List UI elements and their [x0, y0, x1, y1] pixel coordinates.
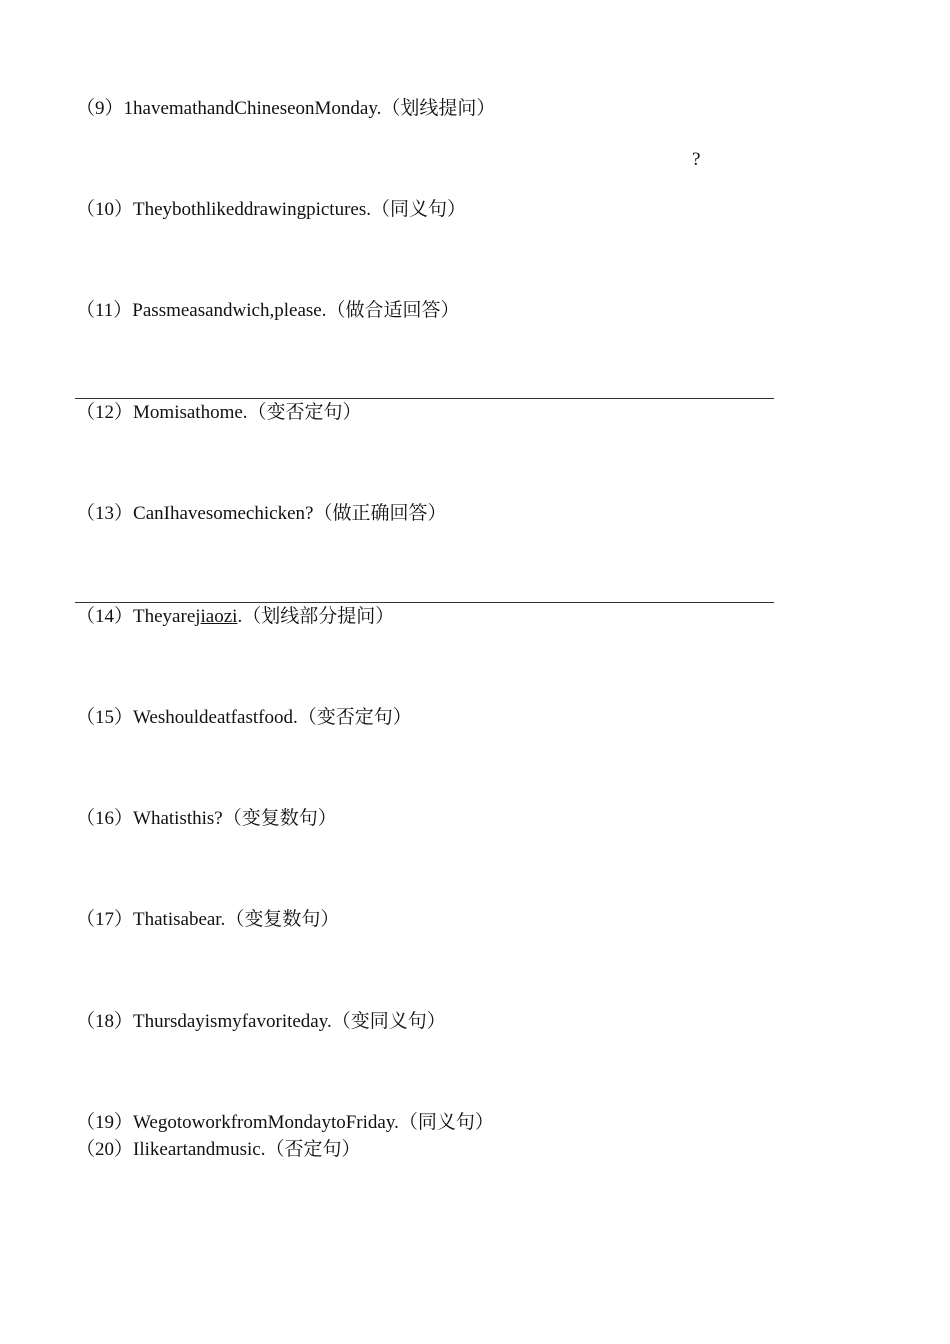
question-15 — [76, 706, 412, 730]
question-number: （11） — [76, 300, 133, 321]
question-11 — [76, 299, 459, 323]
question-text-suffix: . — [237, 606, 243, 627]
question-text: Thursdayismyfavoriteday. — [133, 1011, 332, 1032]
question-hint: （划线提问） — [381, 98, 496, 119]
question-text: CanIhavesomechicken? — [133, 503, 314, 524]
question-text: Whatisthis? — [133, 808, 223, 829]
underlined-word: jiaozi — [195, 606, 238, 627]
question-12 — [76, 401, 362, 425]
question-number: （9） — [76, 98, 124, 119]
question-text: Thatisabear. — [133, 909, 226, 930]
question-hint: （做合适回答） — [326, 300, 460, 321]
question-text: Theybothlikeddrawingpictures. — [133, 199, 371, 220]
question-hint: （否定句） — [265, 1139, 361, 1160]
answer-line — [75, 602, 774, 603]
question-hint: （变复数句） — [222, 808, 337, 829]
question-hint: （变复数句） — [225, 909, 340, 930]
question-text: WegotoworkfromMondaytoFriday. — [133, 1112, 399, 1133]
question-16 — [76, 807, 337, 831]
question-number: （20） — [76, 1139, 134, 1160]
question-number: （19） — [76, 1112, 134, 1133]
question-text: Passmeasandwich,please. — [132, 300, 327, 321]
question-20 — [76, 1138, 360, 1162]
question-text-prefix: Theyare — [133, 606, 196, 627]
question-18 — [76, 1010, 446, 1034]
question-number: （16） — [76, 808, 134, 829]
question-number: （14） — [76, 606, 134, 627]
question-text: 1havemathandChineseonMonday. — [123, 98, 382, 119]
question-number: （18） — [76, 1011, 134, 1032]
question-hint: （同义句） — [370, 199, 466, 220]
question-text: Momisathome. — [133, 402, 248, 423]
question-hint: （变否定句） — [297, 707, 412, 728]
question-19 — [76, 1111, 494, 1135]
question-14 — [76, 605, 394, 629]
question-10 — [76, 198, 466, 222]
question-9 — [76, 97, 495, 121]
question-text: Weshouldeatfastfood. — [133, 707, 298, 728]
question-17 — [76, 908, 339, 932]
question-number: （10） — [76, 199, 134, 220]
question-hint: （划线部分提问） — [242, 606, 395, 627]
question-number: （15） — [76, 707, 134, 728]
question-hint: （变否定句） — [247, 402, 362, 423]
question-hint: （变同义句） — [331, 1011, 446, 1032]
question-number: （17） — [76, 909, 134, 930]
question-hint: （同义句） — [398, 1112, 494, 1133]
answer-line — [75, 398, 774, 399]
question-hint: （做正确回答） — [313, 503, 447, 524]
question-13 — [76, 502, 446, 526]
question-number: （13） — [76, 503, 134, 524]
question-text: Ilikeartandmusic. — [133, 1139, 266, 1160]
answer-question-mark: ? — [692, 149, 701, 170]
question-number: （12） — [76, 402, 134, 423]
